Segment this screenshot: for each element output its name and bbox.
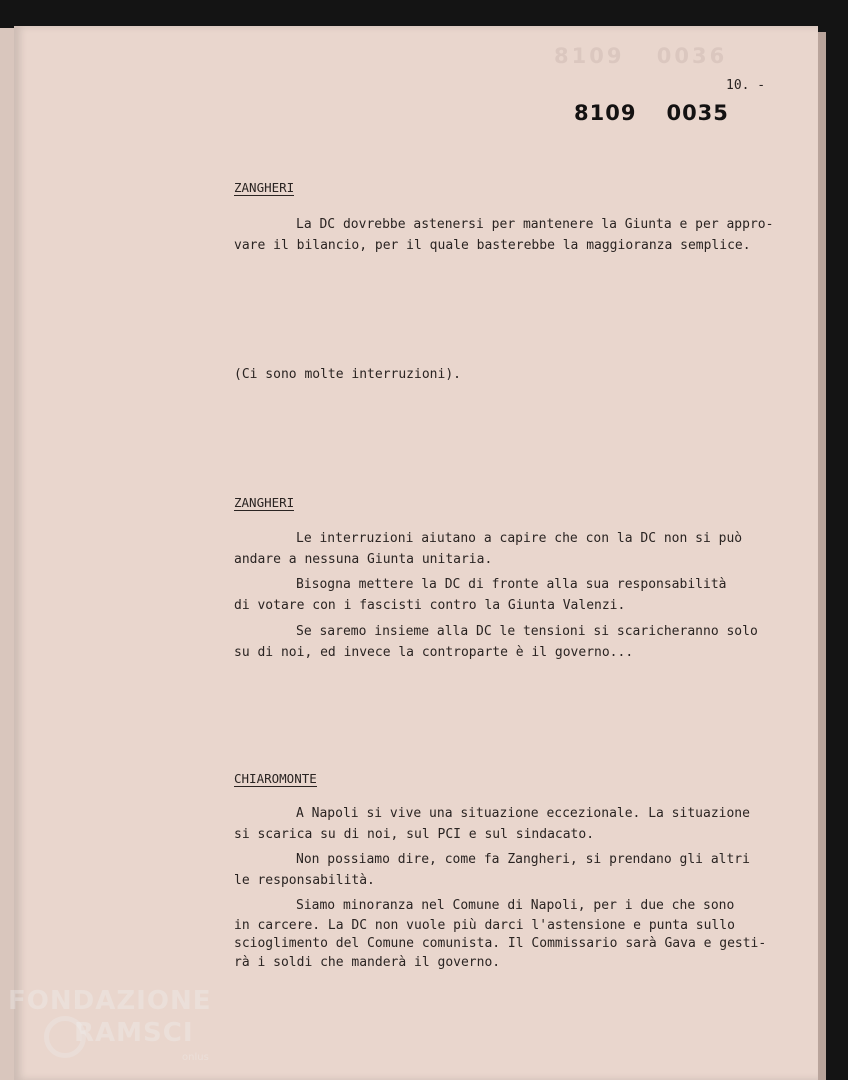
bleed-through-stamp (554, 44, 727, 68)
fondazione-gramsci-watermark (8, 986, 212, 1063)
text-line: andare a nessuna Giunta unitaria. (234, 552, 493, 567)
facing-page-edge (0, 28, 14, 1080)
text-line: A Napoli si vive una situazione eccezionale. La situazione (296, 806, 750, 821)
text-line: La DC dovrebbe astenersi per mantenere la Giunta e per appro- (296, 217, 774, 232)
text-line: in carcere. La DC non vuole più darci l'astensione e punta sullo (234, 918, 735, 933)
text-line: le responsabilità. (234, 873, 375, 888)
watermark-suffix: onlus (182, 1052, 209, 1063)
bleed-left: 8109 (554, 44, 625, 68)
watermark-line1: FONDAZIONE (8, 986, 212, 1016)
watermark-line2: RAMSCI (74, 1018, 194, 1048)
text-line: Le interruzioni aiutano a capire che con la DC non si può (296, 531, 743, 546)
text-line: scioglimento del Comune comunista. Il Commissario sarà Gava e gesti- (234, 936, 767, 951)
text-line: Se saremo insieme alla DC le tensioni si scaricheranno solo (296, 624, 758, 639)
speaker-heading: ZANGHERI (234, 495, 295, 510)
stamp-left: 8109 (574, 101, 637, 125)
stamp-right: 0035 (666, 101, 729, 125)
page-number: 10. - (726, 78, 766, 93)
text-line: Bisogna mettere la DC di fronte alla sua responsabilità (296, 577, 727, 592)
archive-stamp (574, 101, 729, 125)
text-line: Non possiamo dire, come fa Zangheri, si prendano gli altri (296, 852, 750, 867)
stage-note: (Ci sono molte interruzioni). (234, 367, 461, 382)
page-stack-edge (818, 32, 826, 1080)
text-line: si scarica su di noi, sul PCI e sul sindacato. (234, 827, 595, 842)
text-line: di votare con i fascisti contro la Giunta Valenzi. (234, 598, 626, 613)
bleed-right: 0036 (656, 44, 728, 68)
text-line: vare il bilancio, per il quale basterebbe la maggioranza semplice. (234, 238, 751, 253)
speaker-heading: CHIAROMONTE (234, 771, 317, 786)
speaker-heading: ZANGHERI (234, 180, 295, 195)
text-line: rà i soldi che manderà il governo. (234, 955, 501, 970)
text-line: Siamo minoranza nel Comune di Napoli, per i due che sono (296, 898, 735, 913)
text-line: su di noi, ed invece la controparte è il governo... (234, 645, 634, 660)
